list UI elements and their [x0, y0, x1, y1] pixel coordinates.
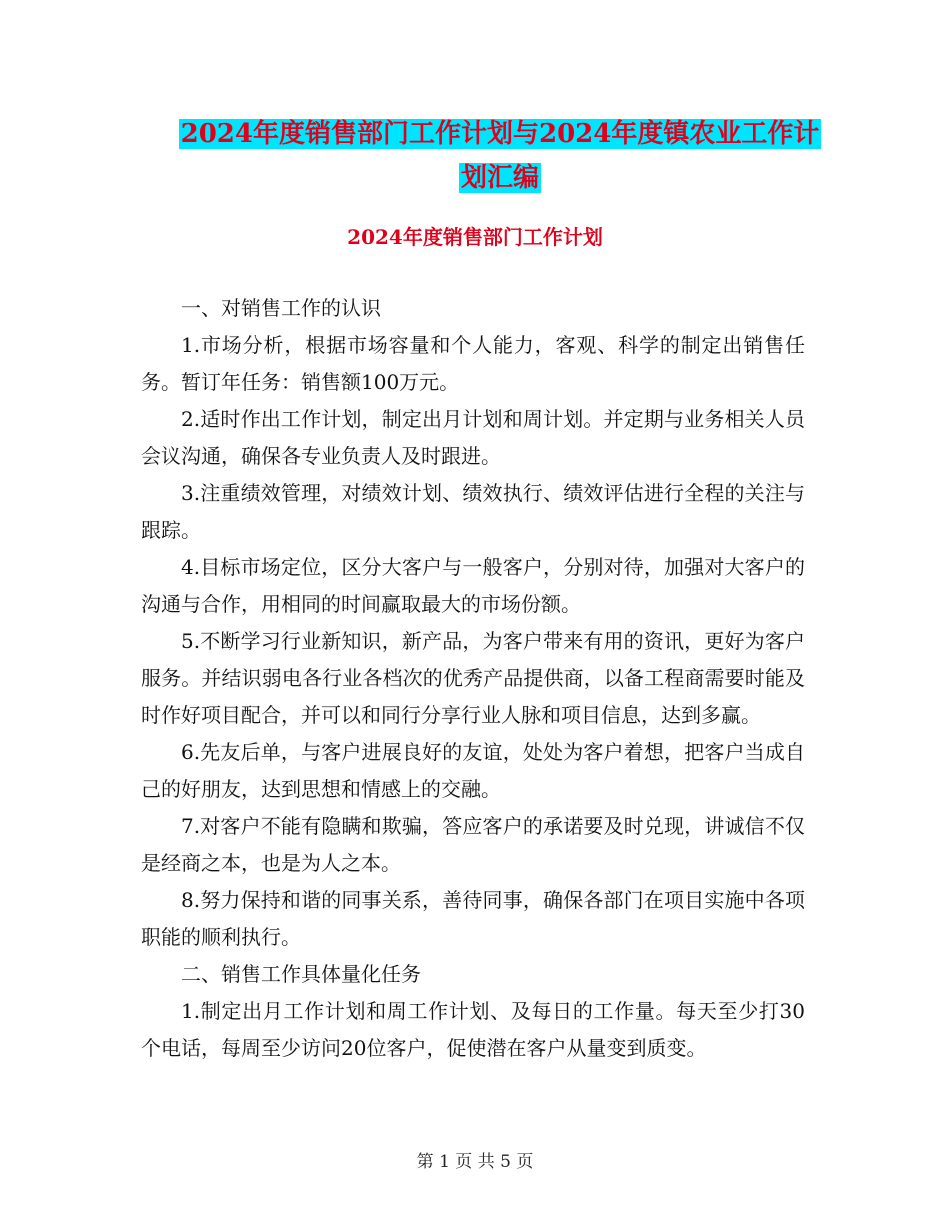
paragraph-item: 3.注重绩效管理，对绩效计划、绩效执行、绩效评估进行全程的关注与跟踪。	[141, 481, 805, 542]
document-title	[140, 112, 860, 200]
document-title-line-2: 划汇编	[460, 163, 539, 193]
paragraph-item: 1.市场分析，根据市场容量和个人能力，客观、科学的制定出销售任务。暂订年任务：销售额100万元。	[141, 333, 805, 394]
paragraph-heading-1: 一、对销售工作的认识	[181, 296, 381, 320]
paragraph-item: 6.先友后单，与客户进展良好的友谊，处处为客户着想，把客户当成自己的好朋友，达到思想和情感上的交融。	[141, 740, 805, 801]
paragraph-item: 7.对客户不能有隐瞒和欺骗，答应客户的承诺要及时兑现，讲诚信不仅是经商之本，也是为人之本。	[141, 814, 805, 875]
paragraph-item: 8.努力保持和谐的同事关系，善待同事，确保各部门在项目实施中各项职能的顺利执行。	[141, 888, 805, 949]
paragraph-item: 4.目标市场定位，区分大客户与一般客户，分别对待，加强对大客户的沟通与合作，用相同的时间赢取最大的市场份额。	[141, 555, 805, 616]
paragraph-heading-2: 二、销售工作具体量化任务	[181, 962, 421, 986]
paragraph-item: 2.适时作出工作计划，制定出月计划和周计划。并定期与业务相关人员会议沟通，确保各专业负责人及时跟进。	[141, 407, 805, 468]
document-body	[141, 290, 805, 1067]
document-title-line-1: 2024年度销售部门工作计划与2024年度镇农业工作计	[180, 119, 820, 149]
page-footer: 第 1 页 共 5 页	[416, 1152, 534, 1172]
paragraph-item: 1.制定出月工作计划和周工作计划、及每日的工作量。每天至少打30个电话，每周至少访问20位客户，促使潜在客户从量变到质变。	[141, 999, 805, 1060]
section-title: 2024年度销售部门工作计划	[347, 225, 603, 249]
paragraph-item: 5.不断学习行业新知识，新产品，为客户带来有用的资讯，更好为客户服务。并结识弱电各行业各档次的优秀产品提供商，以备工程商需要时能及时作好项目配合，并可以和同行分享行业人脉和项目信息，达到多赢。	[141, 629, 805, 727]
